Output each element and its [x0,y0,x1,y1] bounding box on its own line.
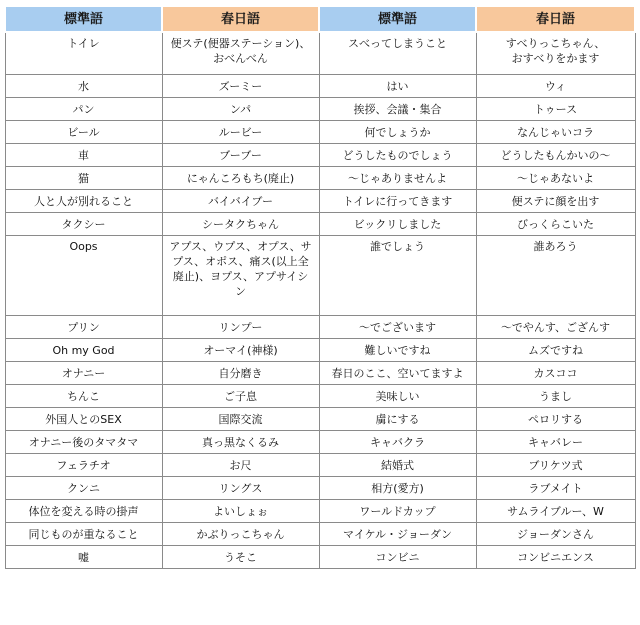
table-row [5,32,635,75]
standard-term: キャバクラ [319,431,476,454]
kasuga-term: よいしょぉ [162,500,319,523]
kasuga-term: 自分磨き [162,362,319,385]
table-row [5,75,635,98]
standard-term: 同じものが重なること [5,523,162,546]
table-row [5,236,635,316]
kasuga-term: うまし [476,385,635,408]
standard-term: 猫 [5,167,162,190]
standard-term: 相方(愛方) [319,477,476,500]
kasuga-term: ご子息 [162,385,319,408]
table-row [5,431,635,454]
standard-term: 美味しい [319,385,476,408]
standard-term: プリン [5,316,162,339]
standard-term: 体位を変える時の掛声 [5,500,162,523]
standard-term: フェラチオ [5,454,162,477]
kasuga-term: 便ステ(便器ステーション)、 おべんべん [162,32,319,75]
kasuga-term: オーマイ(神様) [162,339,319,362]
kasuga-term: にゃんころもち(廃止) [162,167,319,190]
standard-term: 〜でございます [319,316,476,339]
standard-term: 水 [5,75,162,98]
kasuga-term: うそこ [162,546,319,569]
standard-term: 何でしょうか [319,121,476,144]
standard-term: 外国人とのSEX [5,408,162,431]
standard-term: ビール [5,121,162,144]
kasuga-term: シータクちゃん [162,213,319,236]
standard-term: オナニー後のタマタマ [5,431,162,454]
standard-term: 嘘 [5,546,162,569]
standard-term: コンビニ [319,546,476,569]
kasuga-term: なんじゃいコラ [476,121,635,144]
standard-term: マイケル・ジョーダン [319,523,476,546]
table-row [5,98,635,121]
standard-term: 挨拶、会議・集合 [319,98,476,121]
header-row [5,6,635,32]
kasuga-term: トゥース [476,98,635,121]
kasuga-term: お尺 [162,454,319,477]
table-row [5,408,635,431]
standard-term: Oops [5,236,162,316]
standard-term: 虜にする [319,408,476,431]
kasuga-term: リンプー [162,316,319,339]
table-row [5,339,635,362]
kasuga-term: カスココ [476,362,635,385]
table-row [5,121,635,144]
kasuga-term: キャバレー [476,431,635,454]
table-row [5,190,635,213]
standard-term: トイレに行ってきます [319,190,476,213]
kasuga-term: アプス、ウプス、オプス、サ プス、オポス、痛ス(以上全 廃止)、ヨプス、アプサイシ ン [162,236,319,316]
table-row [5,316,635,339]
standard-term: Oh my God [5,339,162,362]
table-row [5,454,635,477]
kasuga-term: 誰あろう [476,236,635,316]
kasuga-term: ルービー [162,121,319,144]
header-standard-2: 標準語 [319,6,476,32]
kasuga-term: ムズですね [476,339,635,362]
kasuga-term: サムライブルー、W [476,500,635,523]
standard-term: 春日のここ、空いてますよ [319,362,476,385]
standard-term: スべってしまうこと [319,32,476,75]
kasuga-term: ブーブー [162,144,319,167]
kasuga-term: コンビニエンス [476,546,635,569]
kasuga-term: びっくらこいた [476,213,635,236]
table-row [5,523,635,546]
kasuga-term: 国際交流 [162,408,319,431]
header-standard-1: 標準語 [5,6,162,32]
standard-term: タクシー [5,213,162,236]
standard-term: はい [319,75,476,98]
table-row [5,167,635,190]
table-row [5,546,635,569]
table-row [5,362,635,385]
standard-term: オナニー [5,362,162,385]
kasuga-term: バイバイブー [162,190,319,213]
kasuga-term: ズーミー [162,75,319,98]
standard-term: 結婚式 [319,454,476,477]
vocabulary-sheet [4,5,634,569]
kasuga-term: 真っ黒なくるみ [162,431,319,454]
standard-term: ワールドカップ [319,500,476,523]
standard-term: 〜じゃありませんよ [319,167,476,190]
kasuga-term: 〜でやんす、ござんす [476,316,635,339]
kasuga-term: ブリケツ式 [476,454,635,477]
kasuga-term: ペロリする [476,408,635,431]
table-row [5,213,635,236]
standard-term: ちんこ [5,385,162,408]
table-row [5,144,635,167]
standard-term: パン [5,98,162,121]
header-kasuga-1: 春日語 [162,6,319,32]
vocabulary-table [4,5,636,569]
standard-term: どうしたものでしょう [319,144,476,167]
kasuga-term: リングス [162,477,319,500]
standard-term: 難しいですね [319,339,476,362]
kasuga-term: ウィ [476,75,635,98]
table-row [5,500,635,523]
kasuga-term: どうしたもんかいの〜 [476,144,635,167]
kasuga-term: ンパ [162,98,319,121]
kasuga-term: かぶりっこちゃん [162,523,319,546]
kasuga-term: すべりっこちゃん、 おすべりをかます [476,32,635,75]
standard-term: 人と人が別れること [5,190,162,213]
kasuga-term: 〜じゃあないよ [476,167,635,190]
header-kasuga-2: 春日語 [476,6,635,32]
standard-term: 誰でしょう [319,236,476,316]
standard-term: ビックリしました [319,213,476,236]
table-row [5,385,635,408]
standard-term: クンニ [5,477,162,500]
kasuga-term: ジョーダンさん [476,523,635,546]
standard-term: トイレ [5,32,162,75]
kasuga-term: ラブメイト [476,477,635,500]
table-row [5,477,635,500]
standard-term: 車 [5,144,162,167]
kasuga-term: 便ステに顔を出す [476,190,635,213]
